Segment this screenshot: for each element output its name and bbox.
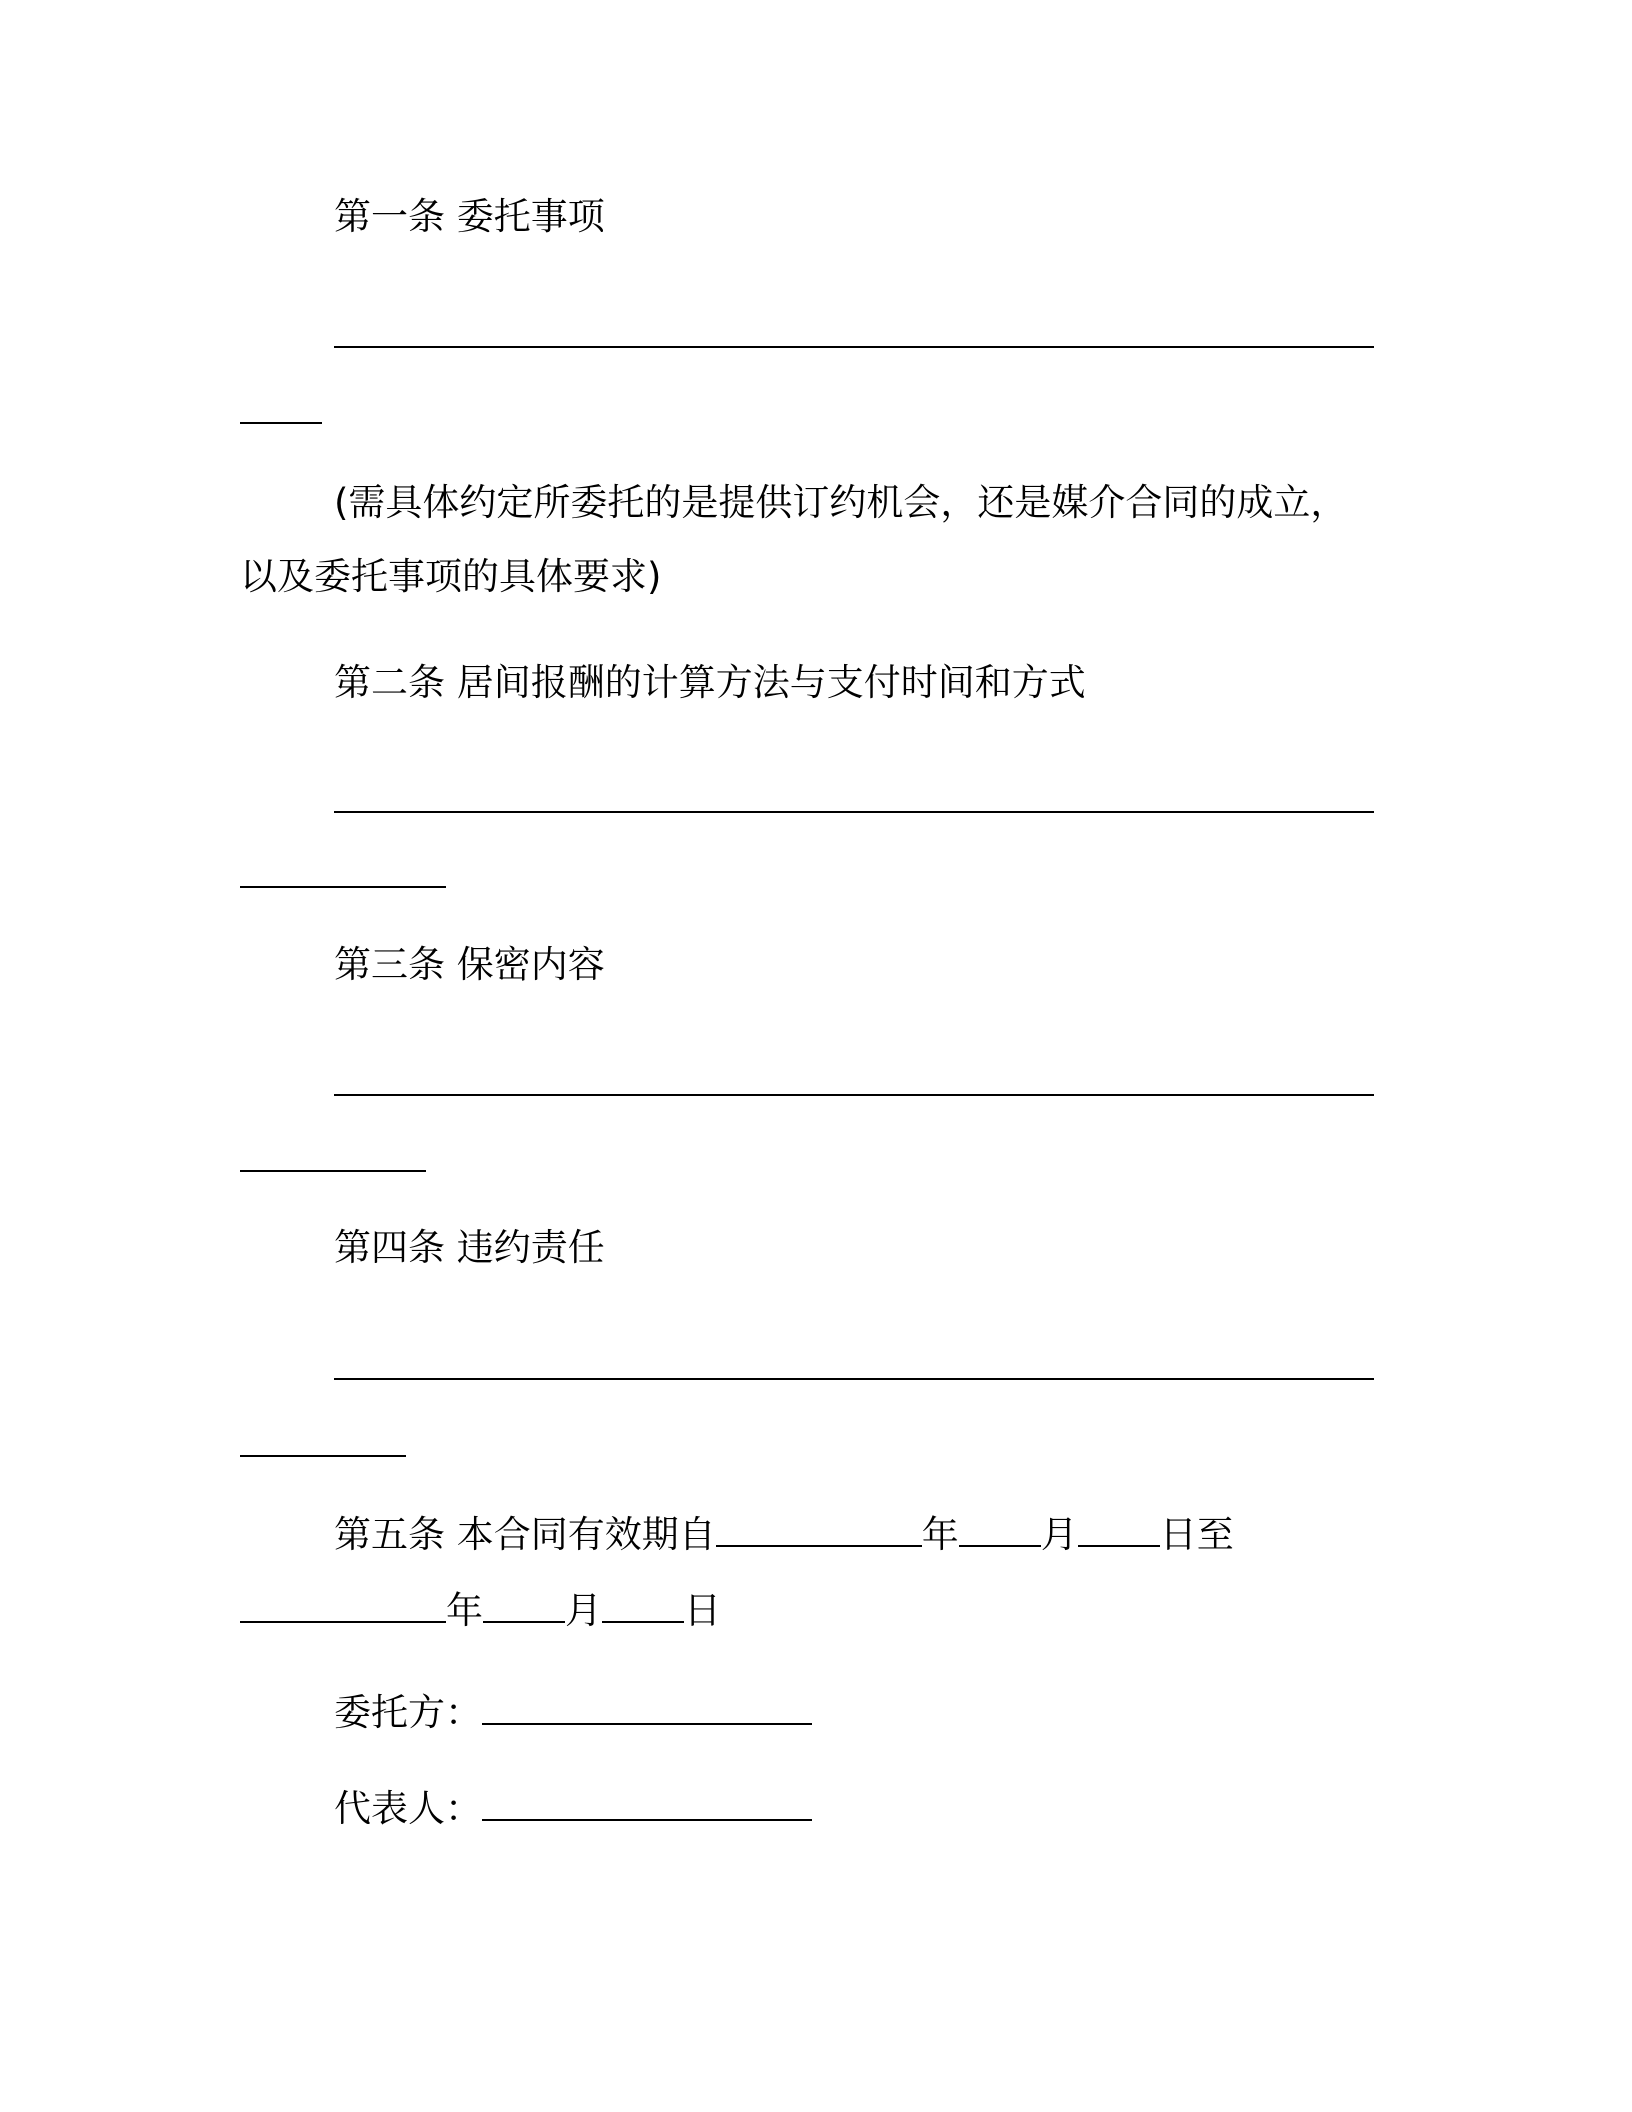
clause-5-validity [334, 1511, 1234, 1559]
clause-5-title: 第五条 本合同有效期自 [334, 1513, 716, 1556]
end-year-blank[interactable] [240, 1587, 446, 1623]
clause-3-fill-line-continued[interactable] [240, 1170, 426, 1172]
clause-2-fill-line[interactable] [334, 811, 1374, 813]
end-month-blank[interactable] [483, 1587, 565, 1623]
start-year-label: 年 [921, 1513, 959, 1556]
start-day-to-label: 日至 [1159, 1513, 1234, 1556]
client-signature-line [334, 1689, 812, 1737]
end-year-label: 年 [446, 1589, 483, 1632]
clause-4-fill-line[interactable] [334, 1378, 1374, 1380]
clause-1-note-continued: 以及委托事项的具体要求) [240, 555, 662, 598]
representative-label: 代表人： [334, 1787, 482, 1830]
client-name-blank[interactable] [482, 1689, 812, 1725]
clause-4-title: 第四条 违约责任 [334, 1226, 605, 1269]
clause-3-fill-line[interactable] [334, 1094, 1374, 1096]
representative-name-blank[interactable] [482, 1785, 812, 1821]
clause-1-fill-line[interactable] [334, 346, 1374, 348]
clause-2-title: 第二条 居间报酬的计算方法与支付时间和方式 [334, 661, 1086, 704]
clause-5-validity-end [240, 1587, 721, 1635]
clause-3-title: 第三条 保密内容 [334, 943, 605, 986]
clause-1-note: (需具体约定所委托的是提供订约机会，还是媒介合同的成立， [334, 481, 1348, 524]
end-day-blank[interactable] [602, 1587, 684, 1623]
representative-signature-line [334, 1785, 812, 1833]
start-month-label: 月 [1040, 1513, 1078, 1556]
start-month-blank[interactable] [959, 1511, 1041, 1547]
clause-1-title: 第一条 委托事项 [334, 195, 605, 238]
clause-1-fill-line-continued[interactable] [240, 422, 322, 424]
start-day-blank[interactable] [1078, 1511, 1160, 1547]
clause-4-fill-line-continued[interactable] [240, 1455, 406, 1457]
end-month-label: 月 [565, 1589, 602, 1632]
clause-2-fill-line-continued[interactable] [240, 886, 446, 888]
start-year-blank[interactable] [716, 1511, 922, 1547]
client-label: 委托方： [334, 1691, 482, 1734]
end-day-label: 日 [684, 1589, 721, 1632]
